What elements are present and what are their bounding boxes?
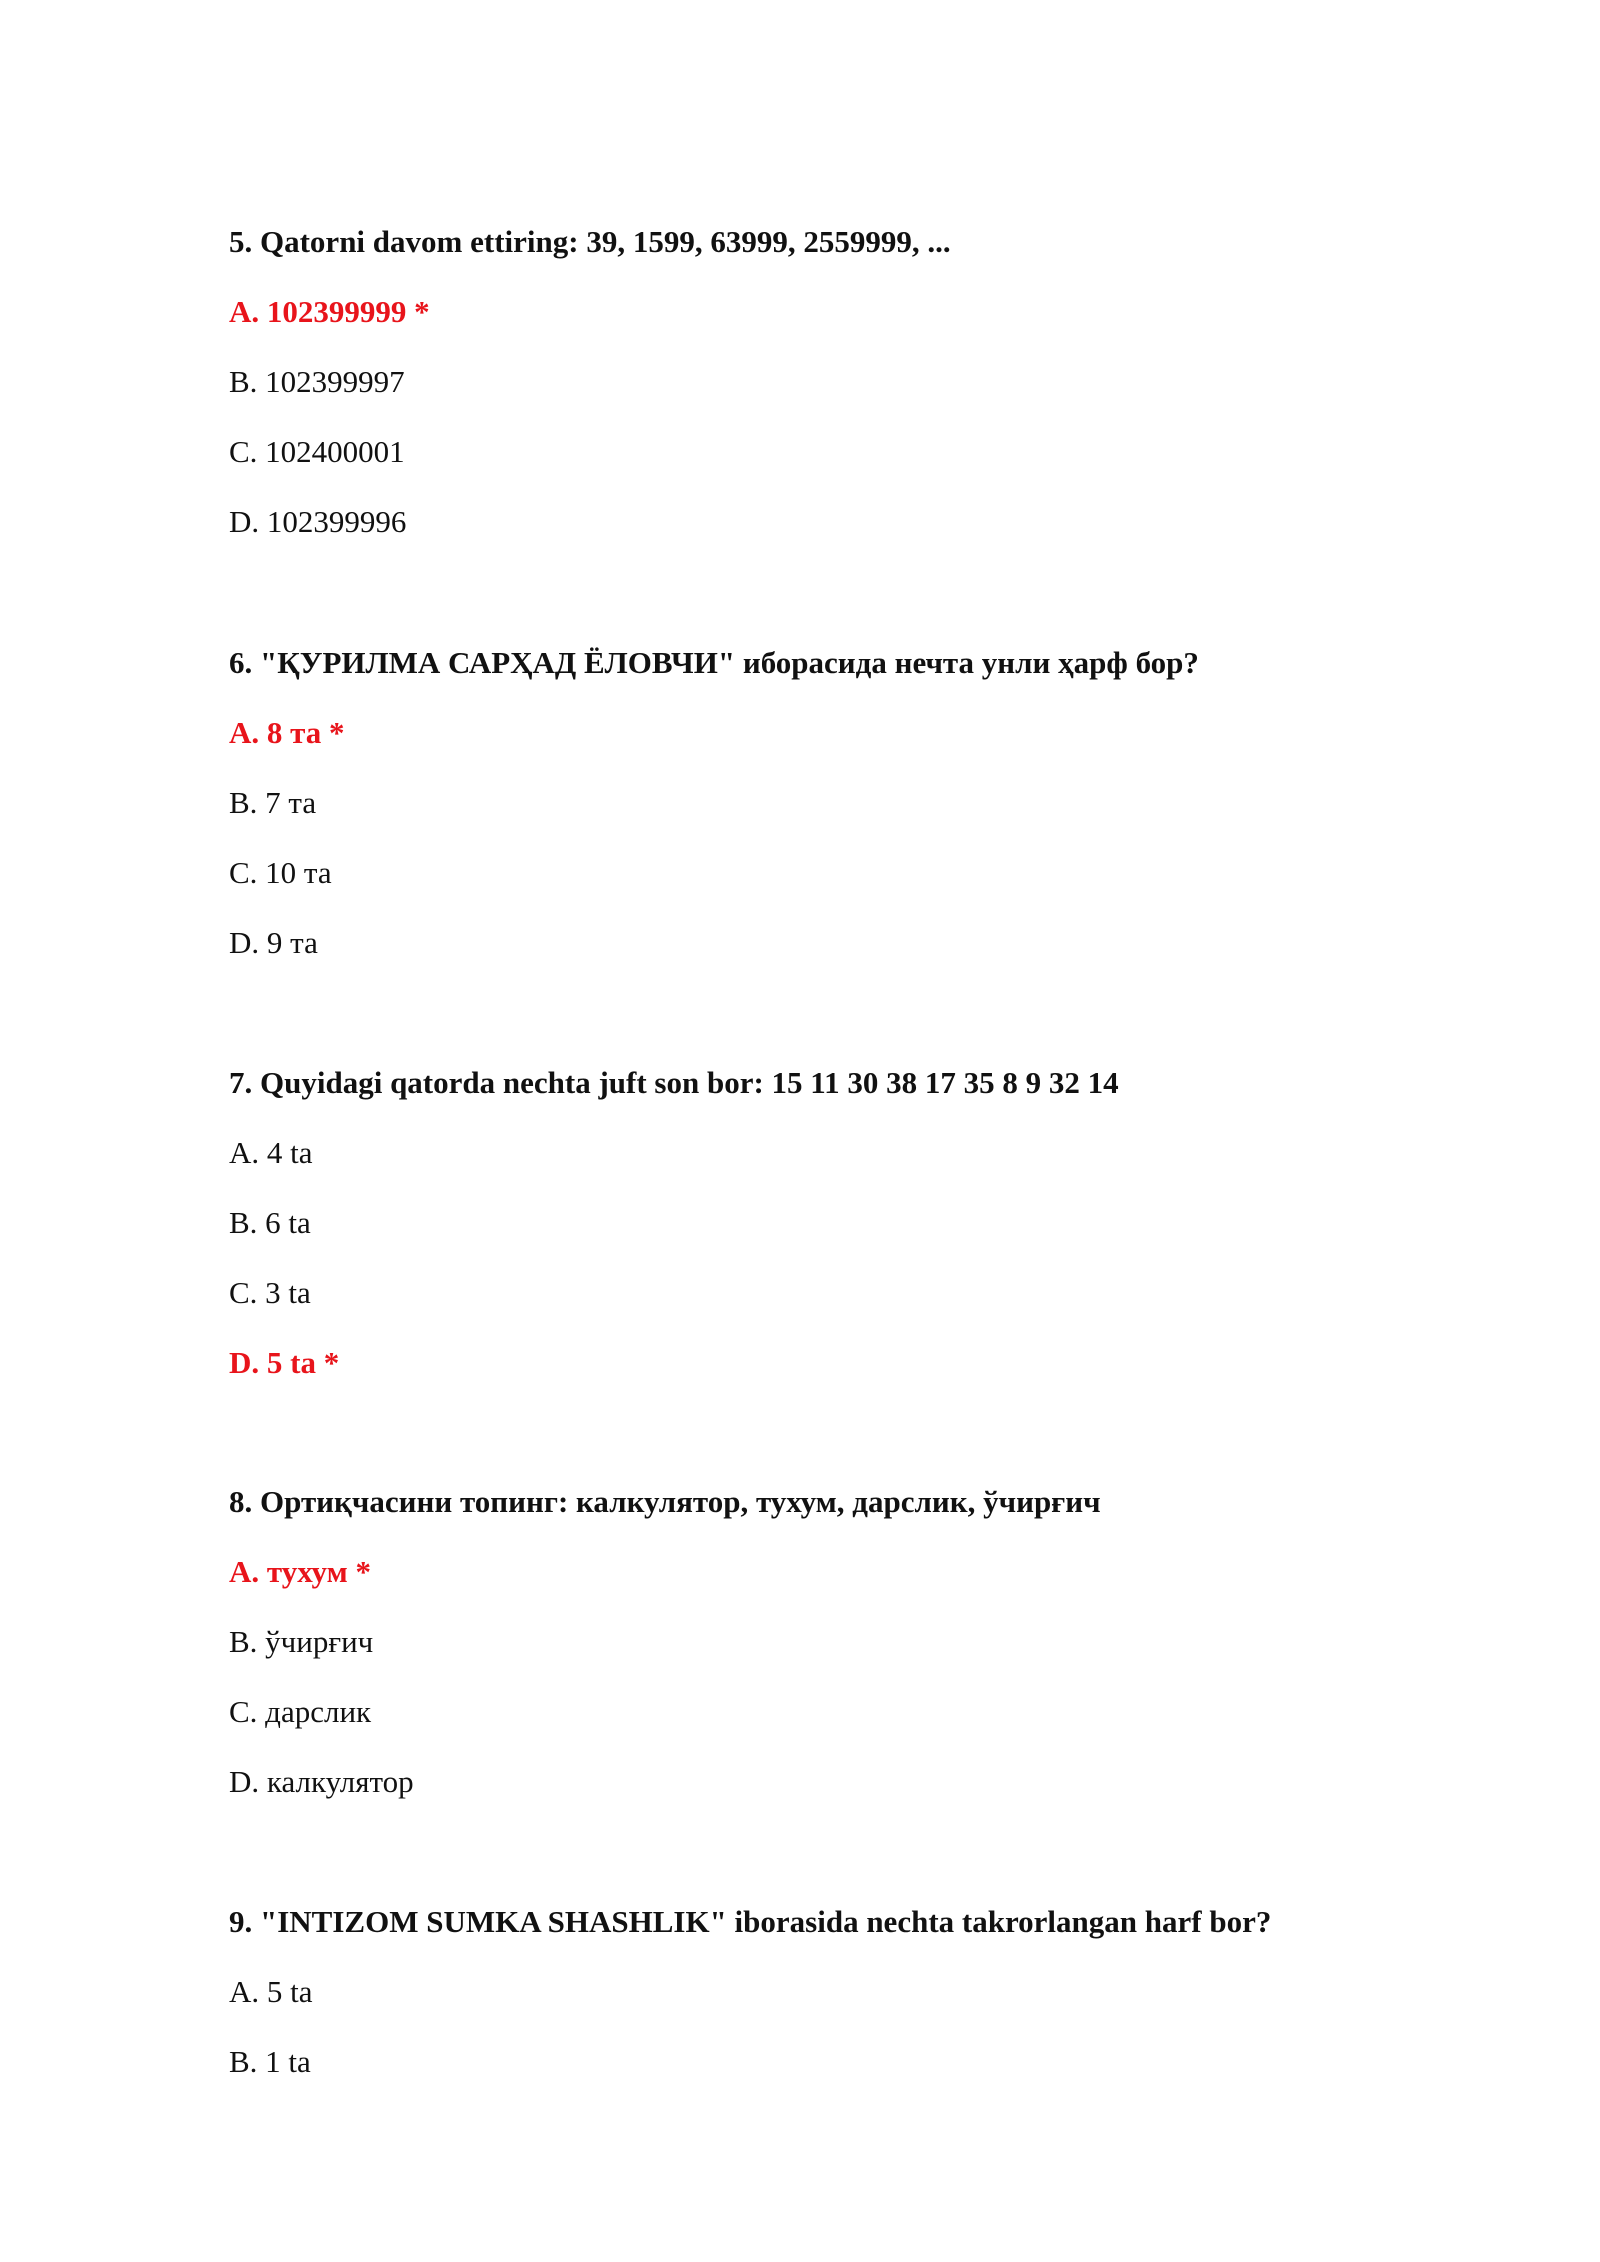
option-c: C. 10 та (229, 855, 332, 890)
question-9 (229, 1902, 1479, 2082)
option-d: D. калкулятор (229, 1764, 414, 1799)
question-title: 6. "ҚУРИЛМА САРҲАД ЁЛОВЧИ" иборасида нечта унли ҳарф бор? (229, 645, 1199, 680)
question-8 (229, 1482, 1479, 1802)
option-b: B. 6 ta (229, 1205, 311, 1240)
option-a-correct: A. 102399999 * (229, 294, 430, 329)
option-d: D. 102399996 (229, 504, 407, 539)
option-a-correct: A. 8 та * (229, 715, 345, 750)
option-a: A. 4 ta (229, 1135, 313, 1170)
question-title: 5. Qatorni davom ettiring: 39, 1599, 63999, 2559999, ... (229, 224, 951, 259)
option-d-correct: D. 5 ta * (229, 1345, 340, 1380)
question-title: 9. "INTIZOM SUMKA SHASHLIK" iborasida nechta takrorlangan harf bor? (229, 1904, 1272, 1939)
option-b: B. ўчирғич (229, 1624, 374, 1659)
question-title: 8. Ортиқчасини топинг: калкулятор, тухум, дарслик, ўчирғич (229, 1484, 1101, 1519)
option-a: A. 5 ta (229, 1974, 313, 2009)
question-6 (229, 643, 1479, 963)
question-title: 7. Quyidagi qatorda nechta juft son bor: 15 11 30 38 17 35 8 9 32 14 (229, 1065, 1119, 1100)
option-d: D. 9 та (229, 925, 318, 960)
option-a-correct: A. тухум * (229, 1554, 371, 1589)
option-b: B. 1 ta (229, 2044, 311, 2079)
option-c: C. дарслик (229, 1694, 372, 1729)
option-c: C. 3 ta (229, 1275, 311, 1310)
option-b: B. 102399997 (229, 364, 405, 399)
question-7 (229, 1063, 1479, 1383)
option-b: B. 7 та (229, 785, 317, 820)
option-c: C. 102400001 (229, 434, 405, 469)
question-5 (229, 222, 1479, 542)
